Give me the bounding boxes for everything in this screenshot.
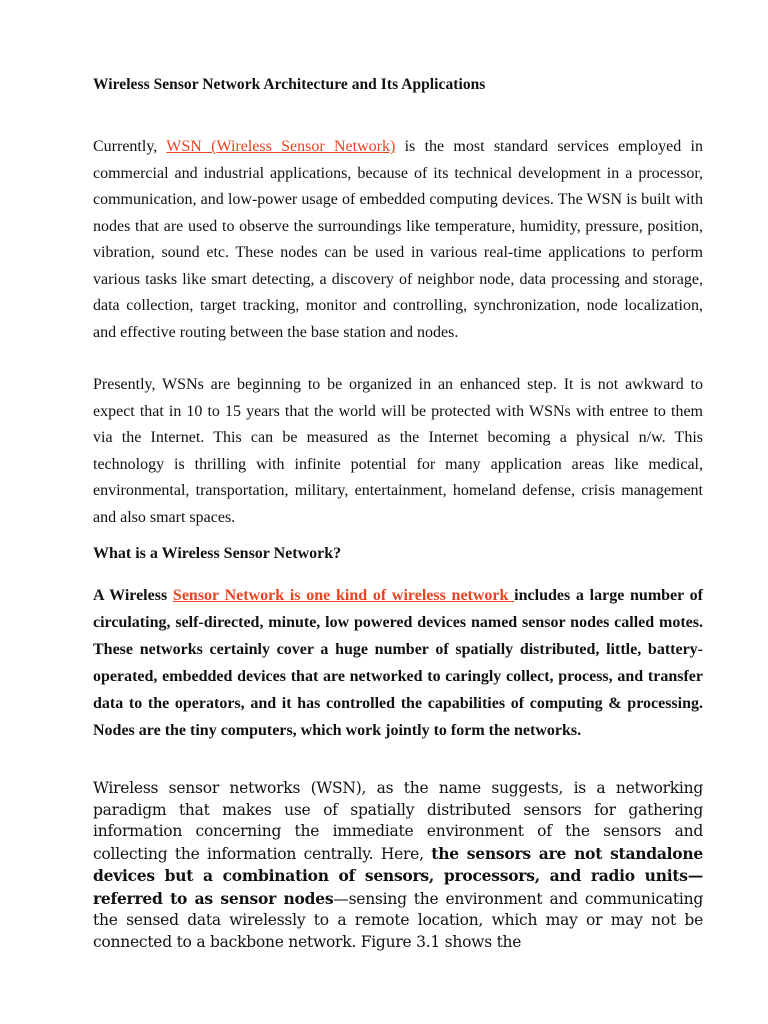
definition-text-end: includes a large number of circulating, self-directed, minute, low powered devices named sensor nodes called motes. These networks certainly cover a huge number of spatially distributed, little, battery-operated, embedded devices that are networked to caringly collect, process, and transfer data to the operators, and it has controlled the capabilities of computing & processing. Nodes are the tiny computers, which work jointly to form the networks.	[93, 587, 704, 739]
paragraph-intro	[93, 134, 703, 346]
section-heading: What is a Wireless Sensor Network?	[93, 545, 342, 562]
sensor-network-link[interactable]: Sensor Network is one kind of wireless network	[172, 587, 515, 604]
paradigm-text-start: Wireless sensor networks (WSN), as the name suggests, is a networking paradigm that makes use of spatially distributed sensors for gathering information concerning the immediate environment of the sensors and collecting the information centrally. Here,	[93, 779, 703, 863]
wsn-link[interactable]: WSN (Wireless Sensor Network)	[166, 138, 396, 155]
definition-text-start: A Wireless	[93, 587, 173, 604]
paradigm-text-end: —sensing the environment and communicating the sensed data wirelessly to a remote location, which may or may not be connected to a backbone network. Figure 3.1 shows the	[93, 889, 703, 951]
intro-text-start: Currently,	[93, 138, 167, 155]
paragraph-definition	[93, 582, 703, 744]
paradigm-bold-text: the sensors are not standalone devices but a combination of sensors, processors, and radio units—referred to as sensor nodes	[93, 843, 704, 908]
paragraph-wsn-paradigm	[93, 778, 703, 953]
paragraph-presently: Presently, WSNs are beginning to be organized in an enhanced step. It is not awkward to expect that in 10 to 15 years that the world will be protected with WSNs with entree to them via the Internet. This can be measured as the Internet becoming a physical n/w. This technology is thrilling with infinite potential for many application areas like medical, environmental, transportation, military, entertainment, homeland defense, crisis management and also smart spaces.	[93, 376, 703, 526]
intro-text-end: is the most standard services employed in commercial and industrial applications, because of its technical development in a processor, communication, and low-power usage of embedded computing devices. The WSN is built with nodes that are used to observe the surroundings like temperature, humidity, pressure, position, vibration, sound etc. These nodes can be used in various real-time applications to perform various tasks like smart detecting, a discovery of neighbor node, data processing and storage, data collection, target tracking, monitor and controlling, synchronization, node localization, and effective routing between the base station and nodes.	[93, 138, 704, 341]
page-title: Wireless Sensor Network Architecture and Its Applications	[93, 76, 486, 93]
